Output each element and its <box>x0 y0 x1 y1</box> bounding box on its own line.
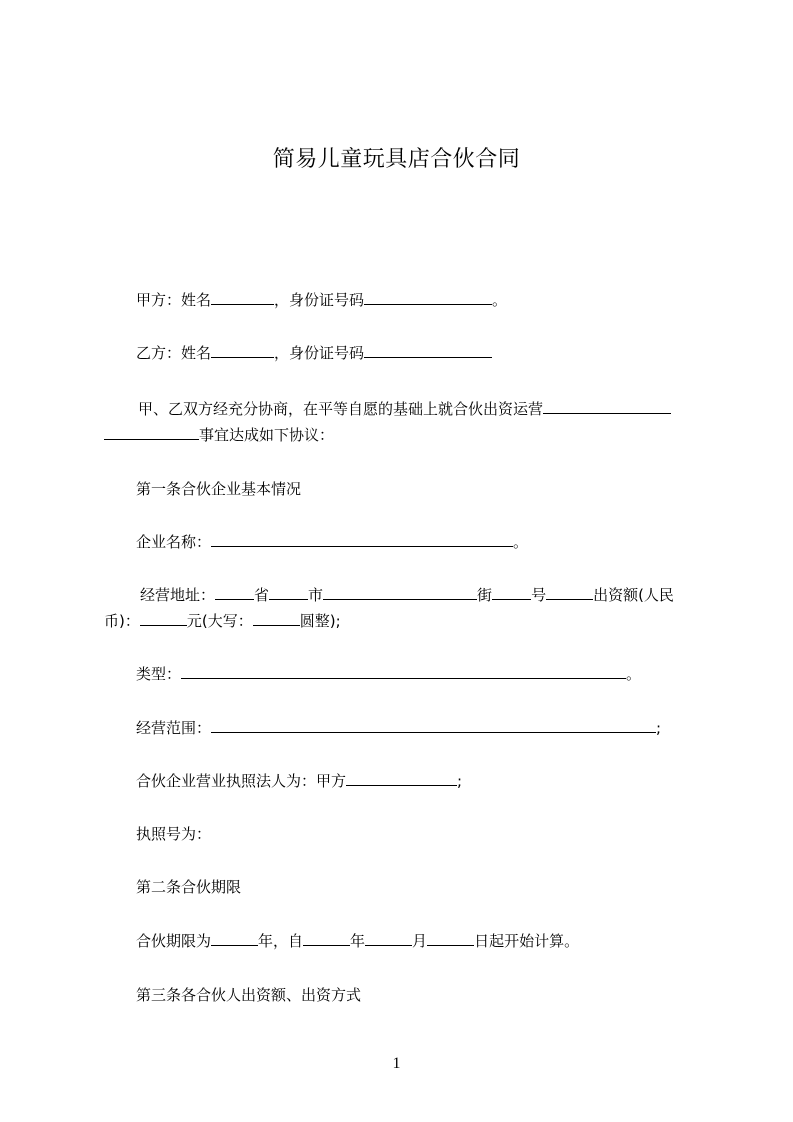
company-name-line <box>136 532 528 552</box>
type-label: 类型： <box>136 665 182 683</box>
term-line <box>136 931 579 951</box>
capital-label: 出资额(人民 <box>593 586 674 604</box>
party-b-id-label: ，身份证号码 <box>274 344 365 362</box>
province-blank <box>215 585 254 600</box>
year-label: 年 <box>350 932 366 950</box>
scope-end: ; <box>656 719 662 737</box>
street-label: 街 <box>477 586 493 604</box>
month-label: 月 <box>412 932 428 950</box>
legal-person-label: 合伙企业营业执照法人为：甲方 <box>136 772 347 790</box>
legal-person-end: ; <box>457 772 463 790</box>
page-number: 1 <box>392 1055 401 1072</box>
type-line <box>136 664 641 684</box>
preamble-blank-2 <box>104 425 199 440</box>
party-b-name-blank <box>211 343 274 358</box>
capital-uppercase-blank <box>253 611 300 626</box>
preamble-line-1 <box>138 399 671 419</box>
party-a-name-blank <box>211 290 274 305</box>
capital-yuan-label: 元(大写： <box>186 612 253 630</box>
party-a-line <box>136 290 507 310</box>
license-line: 执照号为： <box>136 825 212 843</box>
start-day-blank <box>427 931 474 946</box>
address-line-1 <box>140 585 674 605</box>
company-name-blank <box>211 532 513 547</box>
party-a-id-blank <box>364 290 492 305</box>
province-label: 省 <box>254 586 270 604</box>
capital-amount-blank <box>140 611 187 626</box>
preamble-text-2: 事宜达成如下协议： <box>199 426 335 444</box>
capital-label-2: 币)： <box>104 612 140 630</box>
scope-line <box>136 718 661 738</box>
term-years-blank <box>211 931 258 946</box>
address-label: 经营地址： <box>140 586 216 604</box>
preamble-blank-1 <box>543 399 671 414</box>
day-label: 日起开始计算。 <box>474 932 580 950</box>
start-year-blank <box>303 931 350 946</box>
type-blank <box>181 664 626 679</box>
number-trailing-blank <box>546 585 593 600</box>
type-end: 。 <box>626 665 642 683</box>
address-line-2 <box>104 611 341 631</box>
party-a-end: 。 <box>492 291 508 309</box>
term-from-label: 年，自 <box>258 932 304 950</box>
party-a-id-label: ，身份证号码 <box>274 291 365 309</box>
legal-person-blank <box>346 771 457 786</box>
party-b-id-blank <box>364 343 492 358</box>
article2-heading: 第二条合伙期限 <box>136 878 242 896</box>
city-label: 市 <box>308 586 324 604</box>
document-title: 简易儿童玩具店合伙合同 <box>272 147 521 172</box>
street-blank <box>323 585 477 600</box>
party-a-label: 甲方：姓名 <box>136 291 212 309</box>
preamble-line-2 <box>104 425 334 445</box>
preamble-text: 甲、乙双方经充分协商，在平等自愿的基础上就合伙出资运营 <box>138 400 544 418</box>
capital-end: 圆整); <box>299 612 341 630</box>
legal-person-line <box>136 771 462 791</box>
number-blank <box>492 585 531 600</box>
term-label: 合伙期限为 <box>136 932 212 950</box>
scope-blank <box>211 718 656 733</box>
scope-label: 经营范围： <box>136 719 212 737</box>
article3-heading: 第三条各合伙人出资额、出资方式 <box>136 986 362 1004</box>
city-blank <box>269 585 308 600</box>
party-b-line <box>136 343 492 363</box>
company-name-end: 。 <box>513 533 529 551</box>
company-name-label: 企业名称： <box>136 533 212 551</box>
article1-heading: 第一条合伙企业基本情况 <box>136 480 302 498</box>
start-month-blank <box>365 931 412 946</box>
number-label: 号 <box>531 586 547 604</box>
party-b-label: 乙方：姓名 <box>136 344 212 362</box>
